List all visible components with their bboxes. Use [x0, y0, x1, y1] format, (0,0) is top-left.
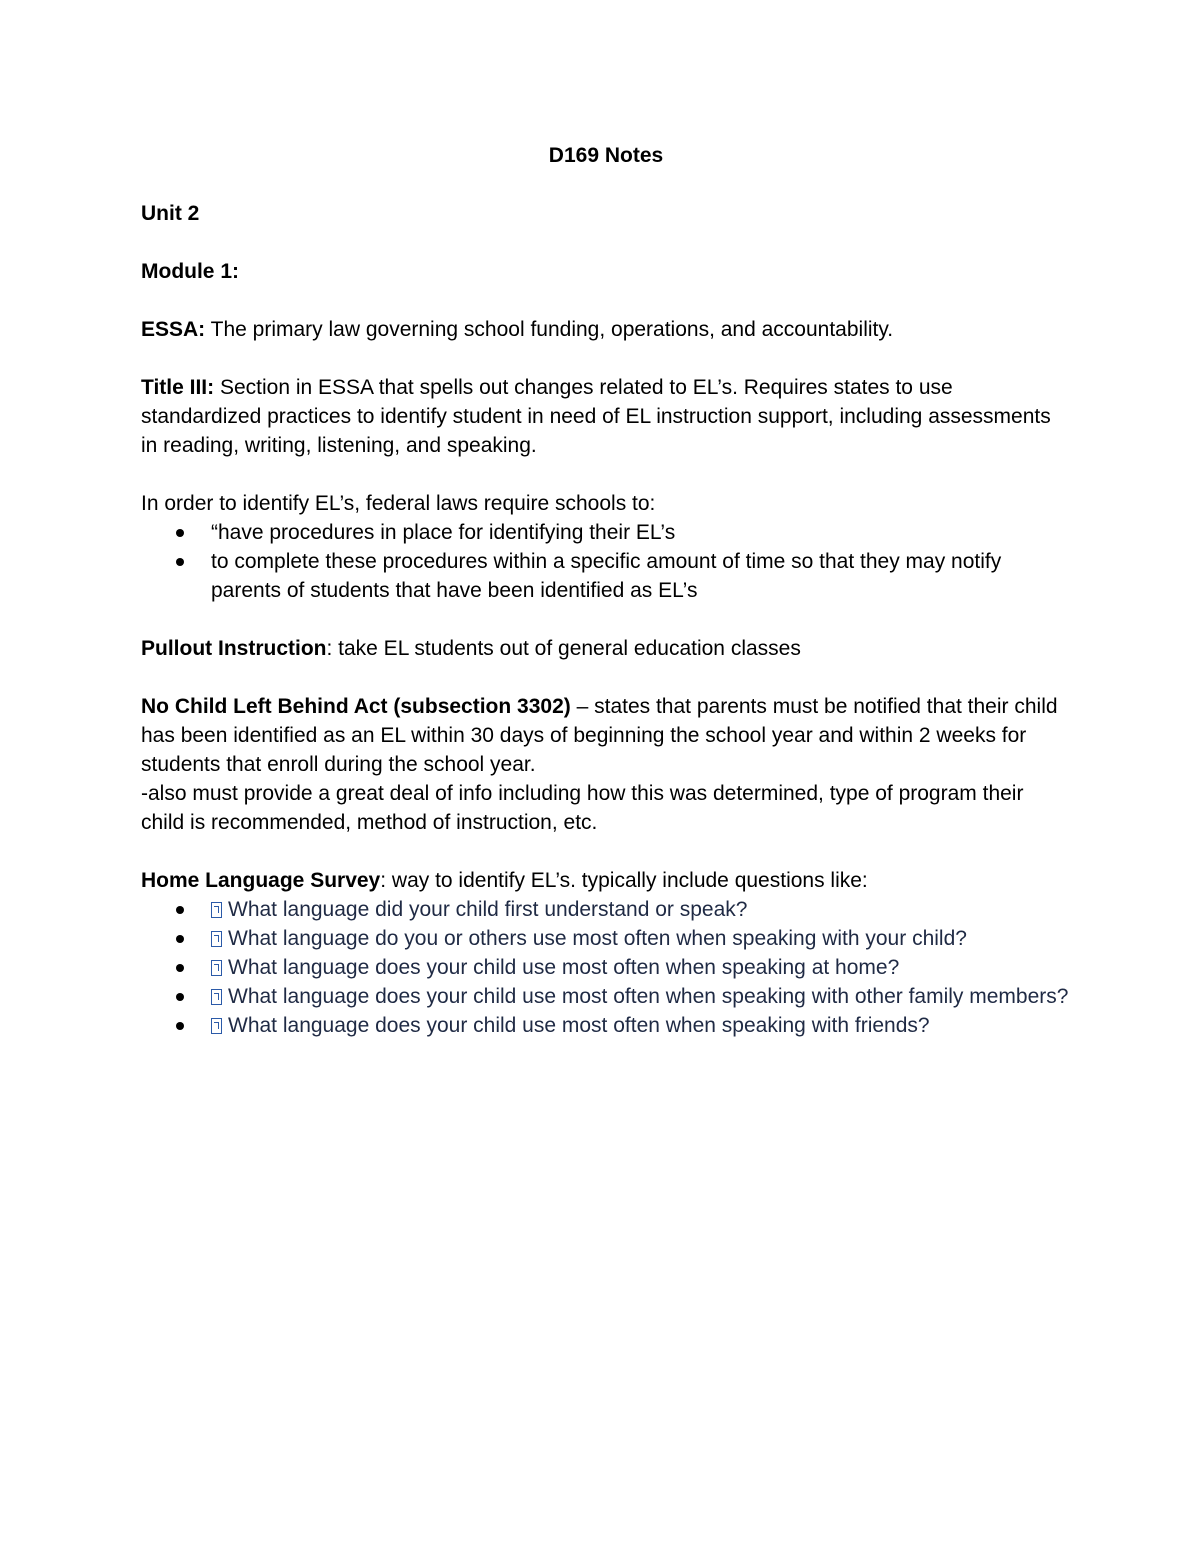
bullet-icon	[176, 529, 184, 537]
survey-paragraph	[141, 866, 1071, 895]
list-item	[141, 924, 1071, 953]
list-item	[141, 1011, 1071, 1040]
module-label: Module 1:	[141, 260, 239, 283]
missing-glyph-icon	[211, 931, 222, 947]
unit-heading	[141, 199, 1071, 228]
identify-item-text: “have procedures in place for identifying their EL’s	[211, 521, 676, 544]
essa-term: ESSA:	[141, 318, 206, 341]
essa-paragraph	[141, 315, 1071, 344]
title3-definition: Section in ESSA that spells out changes related to EL’s. Requires states to use standardized practices to identify student in need of EL instruction support, including assessments in reading, writing, listening, and speaking.	[141, 376, 1051, 457]
pullout-paragraph	[141, 634, 1071, 663]
missing-glyph-icon	[211, 989, 222, 1005]
survey-question: What language did your child first understand or speak?	[228, 898, 748, 921]
nclb-definition: – states that parents must be notified that their child has been identified as an EL within 30 days of beginning the school year and within 2 weeks for students that enroll during the school year.	[141, 695, 1058, 776]
identify-item-text: to complete these procedures within a specific amount of time so that they may notify parents of students that have been identified as EL’s	[211, 550, 1002, 602]
identify-list	[141, 518, 1071, 605]
missing-glyph-icon	[211, 1018, 222, 1034]
survey-question: What language does your child use most often when speaking with friends?	[228, 1014, 930, 1037]
document-title: D169 Notes	[548, 144, 664, 167]
list-item	[141, 895, 1071, 924]
missing-glyph-icon	[211, 902, 222, 918]
list-item	[141, 953, 1071, 982]
pullout-definition: : take EL students out of general education classes	[326, 637, 801, 660]
bullet-icon	[176, 964, 184, 972]
bullet-icon	[176, 1022, 184, 1030]
survey-question: What language does your child use most often when speaking at home?	[228, 956, 900, 979]
bullet-icon	[176, 558, 184, 566]
bullet-icon	[176, 993, 184, 1001]
survey-question: What language do you or others use most often when speaking with your child?	[228, 927, 967, 950]
survey-term: Home Language Survey	[141, 869, 381, 892]
list-item	[141, 518, 1071, 547]
title3-paragraph	[141, 373, 1071, 460]
pullout-term: Pullout Instruction	[141, 637, 327, 660]
nclb-note: -also must provide a great deal of info including how this was determined, type of program their child is recommended, method of instruction, etc.	[141, 782, 1024, 834]
bullet-icon	[176, 935, 184, 943]
list-item	[141, 547, 1071, 605]
essa-definition: The primary law governing school funding, operations, and accountability.	[205, 318, 894, 341]
survey-definition: : way to identify EL’s. typically include questions like:	[380, 869, 868, 892]
identify-intro: In order to identify EL’s, federal laws require schools to:	[141, 492, 656, 515]
survey-question: What language does your child use most often when speaking with other family members?	[228, 985, 1069, 1008]
missing-glyph-icon	[211, 960, 222, 976]
unit-label: Unit 2	[141, 202, 200, 225]
title3-term: Title III:	[141, 376, 215, 399]
nclb-term: No Child Left Behind Act (subsection 3302)	[141, 695, 571, 718]
list-item	[141, 982, 1071, 1011]
module-heading	[141, 257, 1071, 286]
survey-question-list	[141, 895, 1071, 1040]
bullet-icon	[176, 906, 184, 914]
document-content	[141, 141, 1071, 1069]
nclb-paragraph	[141, 692, 1071, 779]
